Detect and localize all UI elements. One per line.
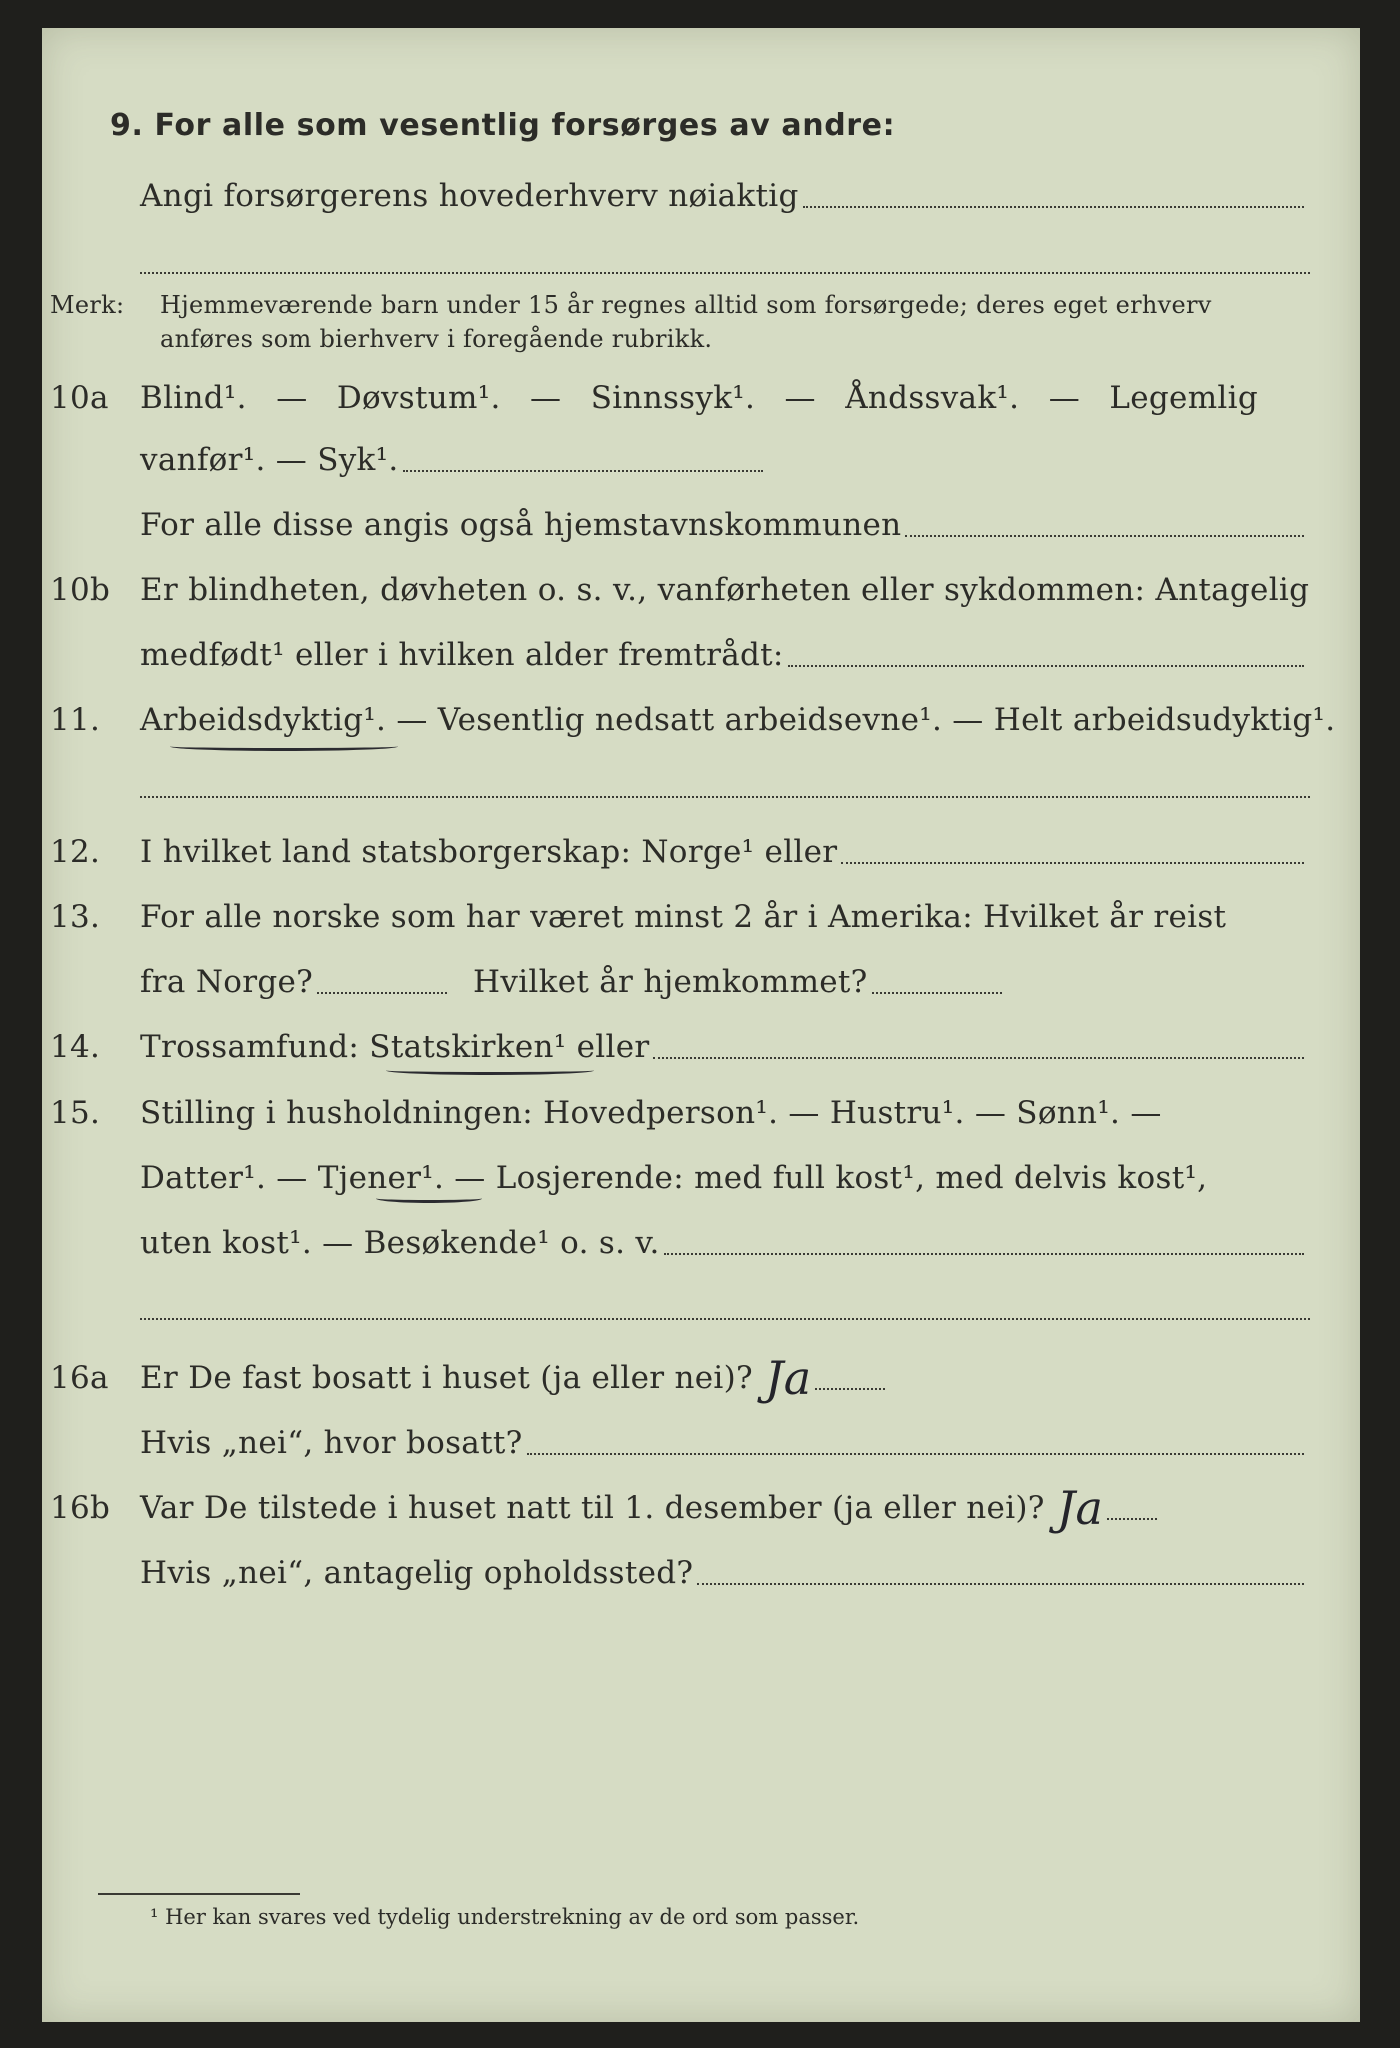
q10a-hjemstavn-label: For alle disse angis også hjemstavnskommunen bbox=[140, 507, 902, 543]
dash: — bbox=[276, 380, 308, 416]
merk-text-1: Hjemmeværende barn under 15 år regnes alltid som forsørgede; deres eget erhverv bbox=[160, 291, 1212, 319]
q12-text: I hvilket land statsborgerskap: Norge¹ eller bbox=[140, 834, 838, 870]
option-blind[interactable]: Blind¹. bbox=[140, 380, 247, 416]
q13-row-1 bbox=[50, 897, 1310, 937]
q10b-text-2: medfødt¹ eller i hvilken alder fremtrådt: bbox=[140, 637, 784, 673]
q16a-row-1 bbox=[50, 1351, 1310, 1405]
q16a-handwritten-answer[interactable]: Ja bbox=[764, 1351, 812, 1405]
merk-text-2: anføres som bierhverv i foregående rubrikk. bbox=[160, 325, 713, 353]
dash: — bbox=[784, 380, 816, 416]
q10b-alder-field[interactable] bbox=[788, 665, 1304, 667]
q16b-handwritten-answer[interactable]: Ja bbox=[1056, 1481, 1104, 1535]
q16a-number: 16a bbox=[50, 1360, 109, 1396]
merk-row-1 bbox=[50, 288, 1310, 322]
option-legemlig[interactable]: Legemlig bbox=[1109, 380, 1258, 416]
q12-row bbox=[50, 832, 1310, 872]
q15-text-3: uten kost¹. — Besøkende¹ o. s. v. bbox=[140, 1225, 660, 1261]
q14-text: Trossamfund: Statskirken¹ eller bbox=[140, 1029, 650, 1065]
q10a-row-2 bbox=[50, 440, 1310, 480]
option-sinnssyk[interactable]: Sinnssyk¹. bbox=[590, 380, 756, 416]
q13-reist-field[interactable] bbox=[317, 992, 447, 994]
q16a-answer-field[interactable] bbox=[815, 1388, 885, 1390]
q16b-text-1: Var De tilstede i huset natt til 1. desember (ja eller nei)? bbox=[140, 1490, 1045, 1526]
q10b-row-1 bbox=[50, 570, 1310, 610]
q16b-row-2 bbox=[50, 1553, 1310, 1593]
q14-number: 14. bbox=[50, 1029, 101, 1065]
q15-row-1 bbox=[50, 1093, 1310, 1133]
q10b-number: 10b bbox=[50, 572, 111, 608]
q12-number: 12. bbox=[50, 834, 101, 870]
q12-land-field[interactable] bbox=[841, 862, 1304, 864]
q14-trossamfund-field[interactable] bbox=[653, 1057, 1304, 1059]
q13-number: 13. bbox=[50, 899, 101, 935]
handwritten-underline-tjener bbox=[376, 1194, 482, 1203]
q10a-options bbox=[140, 378, 1258, 418]
q10b-row-2 bbox=[50, 635, 1310, 675]
q16a-bosatt-field[interactable] bbox=[527, 1453, 1304, 1455]
q15-stilling-field[interactable] bbox=[664, 1253, 1304, 1255]
dash: — bbox=[530, 380, 562, 416]
q15-text-1: Stilling i husholdningen: Hovedperson¹. — Hustru¹. — Sønn¹. — bbox=[140, 1095, 1162, 1131]
q9-extra-line[interactable] bbox=[140, 272, 1310, 274]
q11-number: 11. bbox=[50, 702, 101, 738]
footnote-text: ¹ Her kan svares ved tydelig understrekning av de ord som passer. bbox=[150, 1905, 860, 1929]
q10b-text-1: Er blindheten, døvheten o. s. v., vanførheten eller sykdommen: Antagelig bbox=[140, 572, 1310, 608]
q15-row-3 bbox=[50, 1223, 1310, 1263]
q16b-text-2: Hvis „nei“, antagelig opholdssted? bbox=[140, 1555, 694, 1591]
q16a-row-2 bbox=[50, 1423, 1310, 1463]
q15-text-2: Datter¹. — Tjener¹. — Losjerende: med full kost¹, med delvis kost¹, bbox=[140, 1160, 1208, 1196]
q16b-answer-field[interactable] bbox=[1107, 1518, 1157, 1520]
q16b-row-1 bbox=[50, 1481, 1310, 1535]
q15-row-2 bbox=[50, 1158, 1310, 1198]
q10a-syk-field[interactable] bbox=[403, 470, 763, 472]
q13-reist-label: fra Norge? bbox=[140, 964, 314, 1000]
q15-extra-line[interactable] bbox=[140, 1318, 1310, 1320]
handwritten-underline-arbeidsdyktig bbox=[170, 742, 398, 751]
q14-row bbox=[50, 1027, 1310, 1067]
q15-number: 15. bbox=[50, 1095, 101, 1131]
dash: — bbox=[1048, 380, 1080, 416]
q9-heading-text: 9. For alle som vesentlig forsørges av andre: bbox=[110, 108, 896, 143]
merk-label: Merk: bbox=[50, 291, 125, 319]
q10a-hjemstavn-field[interactable] bbox=[905, 535, 1304, 537]
q10a-vanfor-syk: vanfør¹. — Syk¹. bbox=[140, 442, 399, 478]
q10a-row-1 bbox=[50, 378, 1310, 418]
q13-hjemkommet-label: Hvilket år hjemkommet? bbox=[473, 964, 868, 1000]
q16a-text-1: Er De fast bosatt i huset (ja eller nei)? bbox=[140, 1360, 753, 1396]
q9-occupation-label: Angi forsørgerens hovederhverv nøiaktig bbox=[140, 178, 799, 214]
q9-heading bbox=[110, 106, 1370, 146]
q13-hjemkommet-field[interactable] bbox=[872, 992, 1002, 994]
footnote-rule bbox=[98, 1893, 300, 1895]
merk-row-2 bbox=[50, 322, 1310, 356]
q16b-opholdssted-field[interactable] bbox=[697, 1583, 1304, 1585]
q13-text-1: For alle norske som har været minst 2 år i Amerika: Hvilket år reist bbox=[140, 899, 1227, 935]
q16a-text-2: Hvis „nei“, hvor bosatt? bbox=[140, 1425, 523, 1461]
q10a-number: 10a bbox=[50, 380, 109, 416]
option-andssvak[interactable]: Åndssvak¹. bbox=[845, 380, 1020, 416]
q9-occupation-row bbox=[50, 176, 1310, 216]
q11-row bbox=[50, 700, 1336, 740]
q11-extra-line[interactable] bbox=[140, 796, 1310, 798]
q13-row-2 bbox=[50, 962, 1310, 1002]
handwritten-underline-statskirken bbox=[386, 1066, 594, 1075]
q10a-row-3 bbox=[50, 505, 1310, 545]
q9-occupation-field[interactable] bbox=[803, 206, 1304, 208]
q11-options[interactable]: Arbeidsdyktig¹. — Vesentlig nedsatt arbeidsevne¹. — Helt arbeidsudyktig¹. bbox=[140, 702, 1336, 738]
option-dovstum[interactable]: Døvstum¹. bbox=[336, 380, 501, 416]
q16b-number: 16b bbox=[50, 1490, 111, 1526]
